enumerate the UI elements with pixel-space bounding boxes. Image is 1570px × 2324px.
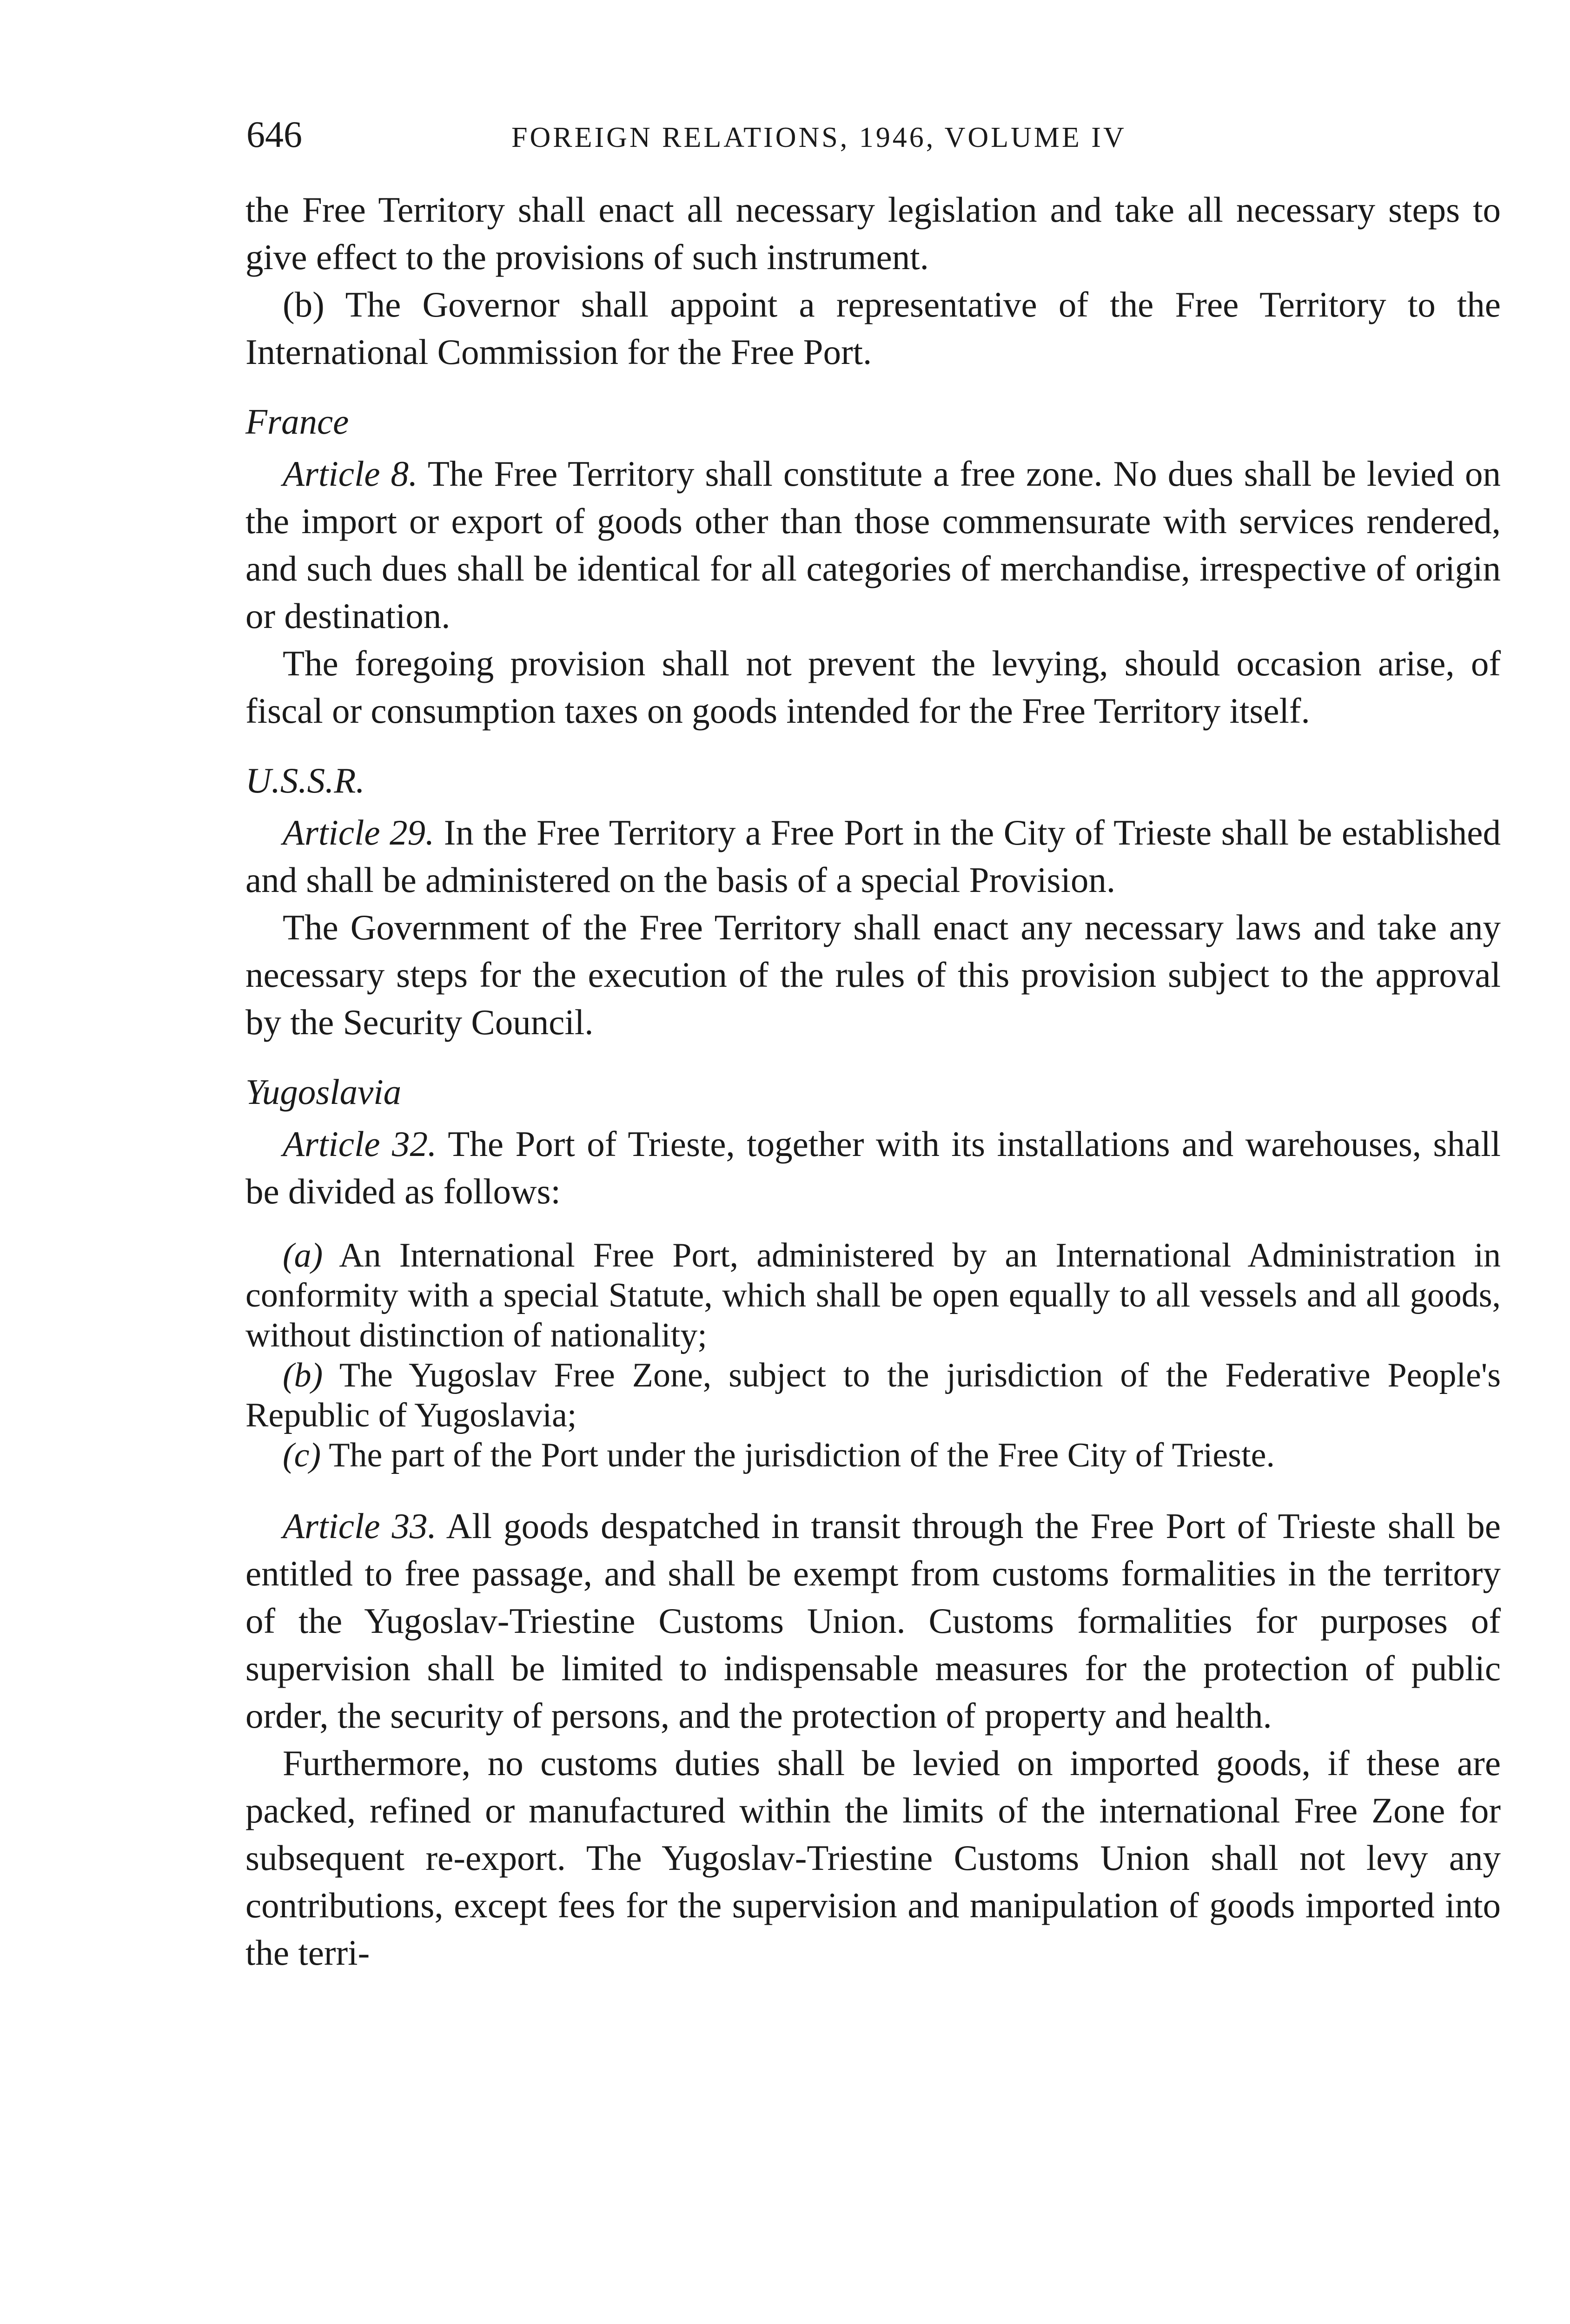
article-text: All goods despatched in transit through the Free Port of Trieste shall be entitled to free passage, and shall be exempt from customs formalities in the territory of the Yugoslav-Triestine Customs Union. Customs formalities for purposes of supervision shall be limited to indispensable measures for the protection of public order, the security of persons, and the protection of property and health.	[245, 1506, 1501, 1736]
paragraph-continuation: the Free Territory shall enact all necessary legislation and take all necessary steps to give effect to the provisions of such instrument.	[245, 190, 1501, 277]
article-text: The Free Territory shall constitute a free zone. No dues shall be levied on the import or export of goods other than those commensurate with services rendered, and such dues shall be identical for all categories of merchandise, irrespective of origin or destination.	[245, 454, 1501, 636]
list-item-text: An International Free Port, administered by an International Administration in conformity with a special Statute, which shall be open equally to all vessels and all goods, without distinction of nationality;	[245, 1236, 1501, 1354]
list-item-text: The part of the Port under the jurisdiction of the Free City of Trieste.	[321, 1436, 1275, 1474]
article-label: Article 32.	[283, 1124, 437, 1164]
list-item	[245, 1355, 1501, 1435]
paragraph-governor: (b) The Governor shall appoint a representative of the Free Territory to the International Commission for the Free Port.	[245, 284, 1501, 372]
list-item-label: (b)	[283, 1356, 323, 1394]
list-item	[245, 1435, 1501, 1475]
list-item-label: (c)	[283, 1436, 321, 1474]
running-head: FOREIGN RELATIONS, 1946, VOLUME IV	[511, 122, 1126, 153]
france-paragraph-2: The foregoing provision shall not prevent the levying, should occasion arise, of fiscal or consumption taxes on goods intended for the Free Territory itself.	[245, 643, 1501, 731]
article-text: The Port of Trieste, together with its installations and warehouses, shall be divided as follows:	[245, 1124, 1501, 1211]
article-label: Article 8.	[283, 454, 418, 494]
article-label: Article 33.	[283, 1506, 437, 1546]
page-body	[245, 186, 1501, 1976]
division-list	[245, 1235, 1501, 1475]
heading-france: France	[245, 402, 349, 442]
list-item	[245, 1235, 1501, 1355]
yugoslavia-article-33	[245, 1502, 1501, 1739]
page-header	[246, 109, 1502, 160]
yugoslavia-paragraph-last: Furthermore, no customs duties shall be levied on imported goods, if these are packed, refined or manufactured within the limits of the international Free Zone for subsequent re-export. The Yugoslav-Triestine Customs Union shall not levy any contributions, except fees for the supervision and manipulation of goods imported into the terri-	[245, 1743, 1501, 1973]
ussr-article-29	[245, 809, 1501, 904]
france-article-8	[245, 450, 1501, 640]
ussr-paragraph-2: The Government of the Free Territory shall enact any necessary laws and take any necessary steps for the execution of the rules of this provision subject to the approval by the Security Council.	[245, 907, 1501, 1042]
heading-ussr: U.S.S.R.	[245, 760, 365, 800]
page-number: 646	[246, 114, 302, 155]
list-item-text: The Yugoslav Free Zone, subject to the jurisdiction of the Federative People's Republic of Yugoslavia;	[245, 1356, 1501, 1434]
yugoslavia-article-32	[245, 1120, 1501, 1215]
article-text: In the Free Territory a Free Port in the City of Trieste shall be established and shall be administered on the basis of a special Provision.	[245, 812, 1501, 900]
article-label: Article 29.	[283, 812, 435, 852]
list-item-label: (a)	[283, 1236, 323, 1274]
heading-yugoslavia: Yugoslavia	[245, 1072, 402, 1112]
